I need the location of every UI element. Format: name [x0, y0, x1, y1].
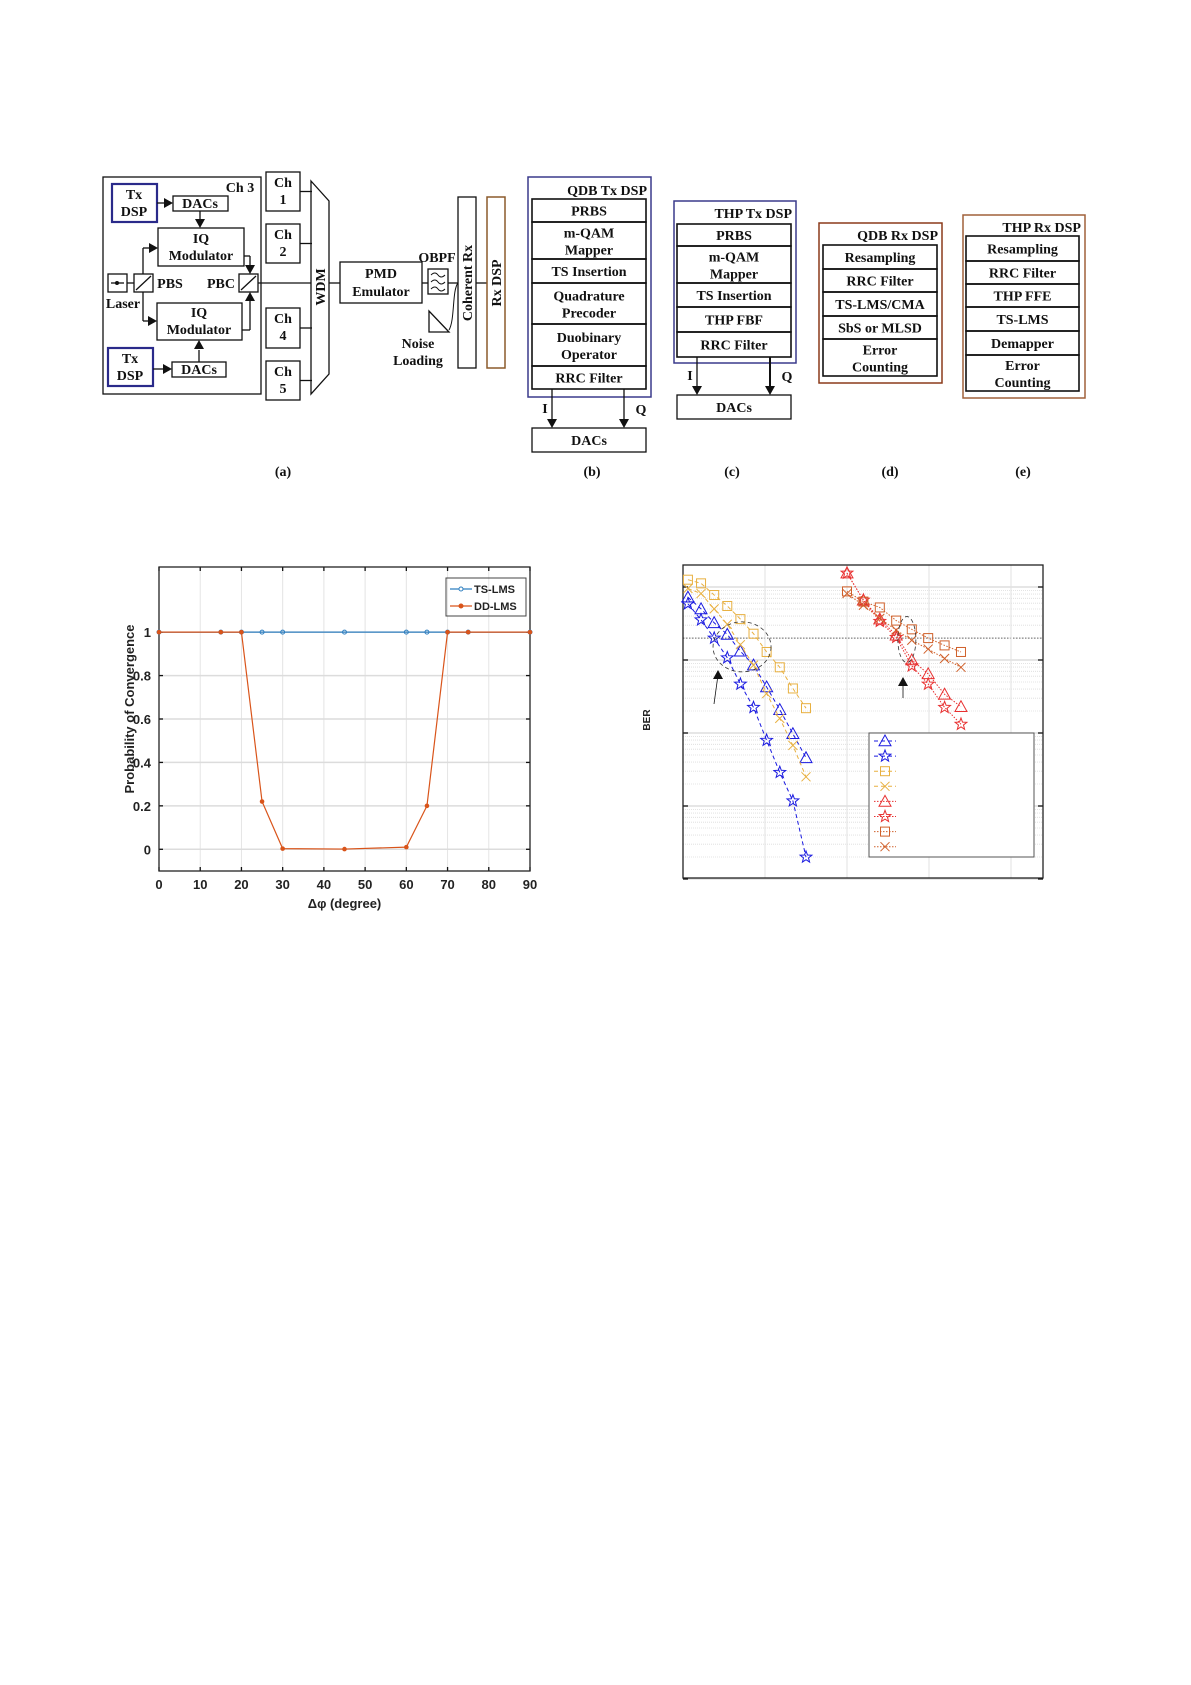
triangle-marker	[955, 701, 967, 712]
pmd-label: PMD	[365, 267, 397, 282]
arrow-head-icon	[692, 386, 702, 395]
ber-chart	[642, 565, 1043, 879]
y-tick-label: 0.4	[132, 755, 151, 771]
tx-dsp-bottom-label: Tx	[121, 352, 139, 367]
ch3-label: Ch 3	[225, 181, 255, 196]
x-tick-label: 80	[481, 877, 497, 892]
arrow-head-icon	[164, 198, 173, 208]
dsp-block-label: TS Insertion	[696, 289, 772, 304]
dsp-block-label: THP FBF	[705, 313, 763, 329]
annotation-arrow	[714, 675, 718, 704]
tx-dsp-bottom-label: DSP	[116, 369, 144, 384]
channel-label: Ch	[274, 365, 292, 380]
arrow-head-icon	[195, 219, 205, 228]
arrow-head-icon	[547, 419, 557, 428]
dacs-top-label: DACs	[182, 197, 218, 212]
x-marker	[940, 654, 949, 663]
channel-label: Ch	[274, 312, 292, 327]
series-line-3	[688, 588, 806, 776]
legend-label: TS-LMS	[474, 584, 515, 596]
filter-icon	[431, 287, 445, 291]
dsp-block-label: m-QAM	[563, 226, 615, 242]
dsp-block-label: Mapper	[709, 267, 759, 283]
wdm-label: WDM	[314, 268, 329, 306]
dsp-block-label: Error	[1005, 359, 1040, 374]
y-axis-label: BER	[642, 709, 653, 731]
pbs-label: PBS	[157, 277, 183, 292]
pbc-label: PBC	[207, 277, 235, 292]
x-marker	[907, 636, 916, 645]
x-marker	[788, 741, 797, 750]
tx-dsp-top-label: Tx	[125, 188, 143, 203]
x-tick-label: 20	[234, 877, 249, 892]
triangle-marker	[774, 704, 786, 715]
dacs-label-c: DACs	[716, 401, 752, 416]
dsp-block-label: RRC Filter	[988, 266, 1057, 282]
series-line-4	[847, 573, 961, 707]
arrow-head-icon	[898, 677, 908, 686]
legend-marker	[459, 587, 463, 591]
iq-mod-bottom-label: Modulator	[166, 323, 232, 338]
x-tick-label: 90	[522, 877, 538, 892]
data-point	[239, 630, 244, 635]
legend-box	[869, 733, 1034, 857]
amplifier-icon	[429, 311, 449, 332]
pbc-diagonal	[241, 276, 256, 290]
channel-label: 4	[279, 329, 287, 344]
data-point	[219, 630, 224, 635]
dsp-title-b: QDB Tx DSP	[567, 184, 647, 199]
dsp-block-label: THP FFE	[993, 289, 1052, 305]
arrow-head-icon	[194, 340, 204, 349]
noise-label: Noise	[401, 337, 435, 352]
dsp-block-label: Mapper	[564, 243, 614, 259]
dsp-block-label: Quadrature	[553, 289, 625, 305]
panel-label-d: (d)	[881, 465, 899, 480]
x-tick-label: 60	[399, 877, 414, 892]
dsp-block-label: Counting	[851, 360, 909, 376]
channel-label: Ch	[274, 228, 292, 243]
dsp-title-e: THP Rx DSP	[1002, 221, 1081, 236]
dsp-block-label: Operator	[561, 348, 617, 363]
x-tick-label: 30	[275, 877, 290, 892]
series-line-6	[847, 591, 961, 652]
series-line-0	[688, 597, 806, 758]
i-label: I	[687, 369, 693, 384]
panel-label-b: (b)	[583, 465, 601, 480]
x-tick-label: 40	[316, 877, 332, 892]
arrow-head-icon	[148, 316, 157, 326]
iq-mod-top-label: IQ	[192, 232, 210, 247]
star-marker	[787, 795, 799, 806]
x-tick-label: 70	[440, 877, 455, 892]
data-point	[342, 847, 347, 852]
data-point	[404, 845, 409, 850]
data-point	[528, 630, 533, 635]
panel-label-c: (c)	[724, 465, 740, 480]
i-label: I	[542, 402, 548, 417]
dsp-block-label: PRBS	[716, 229, 752, 244]
y-axis-label: Probability of Convergence	[122, 624, 137, 794]
dsp-block-label: Error	[862, 343, 898, 359]
laser-label: Laser	[105, 297, 141, 312]
dacs-bottom-label: DACs	[181, 363, 217, 378]
dsp-block-label: RRC Filter	[555, 371, 623, 387]
q-label: Q	[781, 370, 793, 385]
star-marker	[735, 678, 747, 689]
arrow-head-icon	[765, 386, 775, 395]
dsp-block-label: Resampling	[844, 251, 916, 266]
channel-label: Ch	[274, 176, 292, 191]
dsp-block-label: RRC Filter	[846, 274, 914, 290]
q-label: Q	[635, 403, 647, 418]
x-tick-label: 50	[357, 877, 373, 892]
x-marker	[924, 645, 933, 654]
arrow-head-icon	[163, 364, 172, 374]
y-tick-label: 0.8	[132, 668, 151, 684]
data-point	[425, 804, 430, 809]
dsp-block-label: Counting	[994, 376, 1051, 391]
dsp-block-label: PRBS	[571, 204, 607, 220]
noise-label: Loading	[393, 354, 443, 369]
data-point	[280, 846, 285, 851]
dsp-title-d: QDB Rx DSP	[857, 229, 938, 244]
arrow-head-icon	[149, 243, 158, 253]
x-marker	[775, 714, 784, 723]
y-tick-label: 0	[143, 842, 151, 858]
obpf-label: OBPF	[418, 251, 456, 266]
data-point	[260, 799, 265, 804]
dsp-block-label: Duobinary	[556, 331, 622, 346]
dsp-block-label: m-QAM	[708, 250, 760, 266]
dsp-block-label: Demapper	[991, 337, 1054, 352]
dsp-block-label: TS-LMS	[996, 313, 1049, 328]
legend-label: DD-LMS	[474, 601, 517, 613]
data-point	[445, 630, 450, 635]
pmd-label: Emulator	[352, 285, 410, 300]
dacs-label-b: DACs	[571, 434, 607, 449]
legend-marker	[459, 604, 463, 608]
iq-mod-bottom-label: IQ	[190, 306, 208, 321]
data-point	[157, 630, 162, 635]
dsp-block-label: SbS or MLSD	[838, 321, 922, 337]
dsp-block-label: TS Insertion	[551, 265, 627, 280]
x-axis-label: Δφ (degree)	[307, 896, 382, 911]
data-point	[466, 630, 471, 635]
x-tick-label: 0	[155, 877, 163, 892]
arrow-head-icon	[245, 292, 255, 301]
series-line-1	[688, 604, 806, 857]
arrow-head-icon	[619, 419, 629, 428]
y-tick-label: 0.6	[132, 712, 151, 727]
x-marker	[802, 772, 811, 781]
panel-label-a: (a)	[274, 465, 292, 480]
laser-icon	[115, 281, 119, 285]
dsp-block-label: RRC Filter	[700, 338, 768, 354]
dsp-block-label: TS-LMS/CMA	[835, 298, 925, 313]
channel-label: 1	[279, 193, 287, 208]
iq-mod-top-label: Modulator	[168, 249, 234, 264]
dsp-block-label: Resampling	[987, 242, 1058, 258]
x-marker	[736, 640, 745, 649]
triangle-marker	[800, 752, 812, 763]
pbs-diagonal	[136, 276, 151, 290]
y-tick-label: 1	[143, 625, 151, 641]
rx-dsp-label: Rx DSP	[490, 259, 505, 307]
dsp-block-label: Precoder	[561, 306, 617, 322]
channel-label: 5	[279, 382, 287, 397]
channel-label: 2	[279, 245, 287, 260]
arrow-head-icon	[245, 265, 255, 274]
dsp-title-c: THP Tx DSP	[714, 207, 792, 222]
convergence-chart	[122, 567, 537, 911]
x-tick-label: 10	[192, 877, 208, 892]
filter-icon	[431, 280, 445, 284]
fiber	[449, 283, 458, 330]
filter-icon	[431, 273, 445, 277]
system-diagram	[103, 172, 1085, 480]
tx-dsp-top-label: DSP	[120, 205, 148, 220]
x-marker	[762, 689, 771, 698]
y-tick-label: 0.2	[132, 798, 151, 814]
series-line-DD-LMS	[159, 632, 530, 849]
coherent-rx-label: Coherent Rx	[461, 244, 476, 322]
panel-label-e: (e)	[1015, 465, 1031, 480]
